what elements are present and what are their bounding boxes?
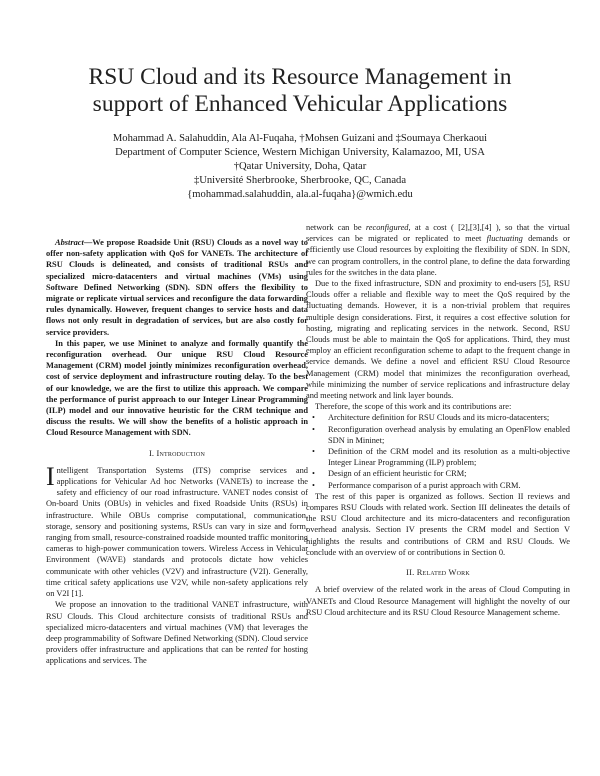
paper-title (40, 64, 560, 118)
list-item: • Architecture definition for RSU Clouds and its micro-datacenters; (306, 412, 570, 423)
abstract-label: Abstract (55, 238, 84, 247)
right-paragraph-4: A brief overview of the related work in the areas of Cloud Computing in VANETs and Cloud Resource Management will highlight the novelty of our RSU Cloud architecture and its RSU Cloud Resource Management scheme. (306, 585, 570, 617)
author-names: Mohammad A. Salahuddin, Ala Al-Fuqaha, †Mohsen Guizani and ‡Soumaya Cherkaoui (112, 133, 488, 144)
left-column (46, 237, 308, 667)
section-heading-introduction: I. Introduction (148, 448, 206, 458)
list-item: • Design of an efficient heuristic for CRM; (306, 468, 570, 479)
list-item: • Performance comparison of a purist approach with CRM. (306, 480, 570, 491)
section-heading-related-work: II. Related Work (406, 568, 470, 578)
author-block (40, 132, 560, 202)
abstract-paragraph-2: In this paper, we use Mininet to analyze and formally quantify the reconfiguration overhead. Our unique RSU Cloud Resource Management (CRM) model jointly minimizes reconfiguration overhead, cost of service deployment and infrastructure routing delay. To the best of our knowledge, we are the first to utilize this approach. We compare the performance of purist approach to our Integer Linear Programming (ILP) model and our innovative heuristic for the CRM technique and discuss the results. We will show the benefits of a holistic approach in Cloud Resource Management with SDN. (46, 338, 308, 438)
contributions-list (306, 412, 570, 490)
affiliation-2: †Qatar University, Doha, Qatar (233, 161, 367, 172)
title-line-1: RSU Cloud and its Resource Management in (88, 64, 512, 90)
right-paragraph-3: The rest of this paper is organized as follows. Section II reviews and compares RSU Clouds with related work. Section III delineates the details of the RSU Cloud architecture and its micro-datacenters and reconfiguration overhead analysis. Section IV presents the CRM model and Section V highlights the results and contributions of CRM and RSU Clouds. We conclude with an overview of or contributions in Section 0. (306, 491, 570, 557)
intro-paragraph-1: Intelligent Transportation Systems (ITS) comprise services and applications for Vehicular Ad hoc Networks (VANETs) to increase the safety and efficiency of our road infrastructure. VANET nodes consist of On-board Units (OBUs) in vehicles and fixed Roadside Units (RSUs) in infrastructure. While OBUs comprise computational, communication, storage, sensory and positioning systems, RSUs can vary in size and form, ranging from small, resource-constrained roadside mounted traffic monitoring cameras to high-power communication towers. Wireless Access in Vehicular Environment (WAVE) standards and protocols dictate how vehicles communicate with other vehicles (V2V) and infrastructure (V2I). Generally, time critical safety applications use V2V, while non-safety applications rely on V2I [1]. (46, 461, 308, 599)
intro-paragraph-2: We propose an innovation to the traditional VANET infrastructure, with RSU Clouds. This Cloud architecture consists of traditional RSUs and specialized micro-datacenters and virtual machines (VM) that leverages the deep programmability of Software Defined Networking (SDN). Cloud service providers offer infrastructure and applications that can be rented for hosting applications and services. The (46, 600, 308, 666)
right-paragraph-1: Due to the fixed infrastructure, SDN and proximity to end-users [5], RSU Clouds offer a reliable and flexible way to meet the QoS required by the fluctuating demands. However, it is a non-trivial problem that requires multiple design considerations. First, it requires a cost effective solution for hosting, migrating and replicating services in the network. Second, RSU Clouds must be able to maintain the QoS for applications. Third, they must employ an efficient reconfiguration scheme to adapt to the frequent change in service demands. We define a novel and efficient RSU Cloud Resource Management (CRM) model that minimizes the reconfiguration overhead, while minimizing the number of service replications and infrastructure delay and meeting network and link layer bounds. (306, 279, 570, 401)
title-line-2: support of Enhanced Vehicular Applications (92, 91, 508, 117)
right-column (306, 222, 570, 618)
abstract-paragraph-1: Abstract—We propose Roadside Unit (RSU) Clouds as a novel way to offer non-safety application with QoS for VANETs. The architecture of RSU Clouds is delineated, and consists of traditional RSUs and specialized micro-datacenters and virtual machines (VMs) using Software Defined Networking (SDN). SDN offers the flexibility to migrate or replicate virtual services and reconfigure the data forwarding rules dynamically. However, frequent changes to service hosts and data flows not only result in degradation of services, but are also costly for service providers. (46, 238, 308, 337)
right-paragraph-0: network can be reconfigured, at a cost ( [2],[3],[4] ), so that the virtual services can be migrated or replicated to meet fluctuating demands or efficiently use Cloud resources by exploiting the flexibility of SDN. In SDN, we can program controllers, in the control plane, to define the data forwarding rules for the switches in the data plane. (306, 223, 571, 277)
drop-cap: I (46, 461, 55, 491)
right-paragraph-2: Therefore, the scope of this work and its contributions are: (315, 402, 512, 412)
author-email: {mohammad.salahuddin, ala.al-fuqaha}@wmich.edu (187, 189, 413, 200)
affiliation-1: Department of Computer Science, Western Michigan University, Kalamazoo, MI, USA (115, 147, 485, 158)
list-item: • Reconfiguration overhead analysis by emulating an OpenFlow enabled SDN in Mininet; (306, 424, 570, 446)
list-item: • Definition of the CRM model and its resolution as a multi-objective Integer Linear Programming (ILP) problem; (306, 446, 570, 468)
affiliation-3: ‡Université Sherbrooke, Sherbrooke, QC, Canada (193, 175, 407, 186)
abstract (46, 237, 308, 439)
